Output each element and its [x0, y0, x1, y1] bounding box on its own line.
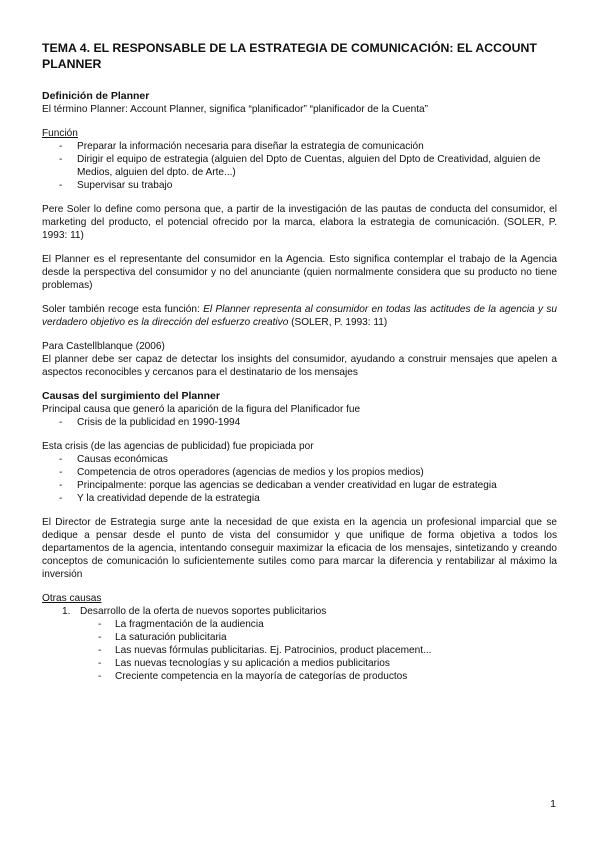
list-item: - Dirigir el equipo de estrategia (alguien del Dpto de Cuentas, alguien del Dpto de Creatividad, alguien de Medios, alguien del dpto. de Arte...) [59, 153, 557, 179]
quote-italic: El Planner representa al consumidor en todas las actitudes de la agencia y su verdadero objetivo es la dirección del esfuerzo creativo [42, 304, 557, 328]
item-text: Desarrollo de la oferta de nuevos soportes publicitarios [80, 606, 327, 617]
list-item: - Principalmente: porque las agencias se dedicaban a vender creatividad en lugar de estrategia [59, 479, 557, 492]
causas-heading: Causas del surgimiento del Planner [42, 390, 220, 402]
soler-paragraph: Pere Soler lo define como persona que, a partir de la investigación de las pautas de conducta del consumidor, el marketing del producto, el potencial ofrecido por la marca, elabora la estrategia de comunicación. (SOLER, P. 1993: 11) [42, 204, 557, 241]
quote-intro: Soler también recoge esta función: [42, 304, 204, 315]
director-paragraph: El Director de Estrategia surge ante la necesidad de que exista en la agencia un profesional imparcial que se dedique a pensar desde el punto de vista del consumidor y que unifique de forma objetiva a todos los departamentos de la agencia, intentando conseguir maximizar la eficacia de los mensajes, sintetizando y creando conceptos de comunicación lo suficientemente sutiles como para marcar la diferencia y rentabilizar al máximo la inversión [42, 517, 557, 580]
list-item: - Preparar la información necesaria para diseñar la estrategia de comunicación [59, 140, 557, 153]
list-item: - Las nuevas tecnologías y su aplicación a medios publicitarios [98, 657, 557, 670]
list-item: - La saturación publicitaria [98, 631, 557, 644]
item-number: 1. [62, 606, 71, 617]
list-item: - Las nuevas fórmulas publicitarias. Ej. Patrocinios, product placement... [98, 644, 557, 657]
list-item: - Y la creatividad depende de la estrategia [59, 492, 557, 505]
crisis-list [42, 453, 557, 505]
funcion-quote-paragraph [42, 303, 557, 329]
otras-list [42, 605, 557, 683]
list-item: - Supervisar su trabajo [59, 179, 557, 192]
otras-heading: Otras causas [42, 593, 102, 604]
castellblanque-line: Para Castellblanque (2006) [42, 341, 165, 352]
causas-list [42, 416, 557, 429]
page-title: TEMA 4. EL RESPONSABLE DE LA ESTRATEGIA DE COMUNICACIÓN: EL ACCOUNT PLANNER [42, 41, 537, 71]
list-item: - Creciente competencia en la mayoría de categorías de productos [98, 670, 557, 683]
castellblanque-paragraph: El planner debe ser capaz de detectar los insights del consumidor, ayudando a construir mensajes que apelen a aspectos reconocibles y cercanos para el destinatario de los mensajes [42, 354, 557, 378]
funcion-list [42, 140, 557, 192]
list-item: - Crisis de la publicidad en 1990-1994 [59, 416, 557, 429]
crisis-intro: Esta crisis (de las agencias de publicidad) fue propiciada por [42, 441, 314, 452]
page-number: 1 [550, 798, 556, 810]
definicion-text: El término Planner: Account Planner, significa “planificador” “planificador de la Cuenta” [42, 104, 429, 115]
causas-intro: Principal causa que generó la aparición de la figura del Planificador fue [42, 404, 361, 415]
list-item: - Competencia de otros operadores (agencias de medios y los propios medios) [59, 466, 557, 479]
quote-citation: (SOLER, P. 1993: 11) [288, 317, 388, 328]
list-item: - La fragmentación de la audiencia [98, 618, 557, 631]
document-page [42, 40, 557, 683]
definicion-heading: Definición de Planner [42, 90, 150, 102]
otras-sublist [80, 618, 557, 683]
funcion-heading: Función [42, 128, 78, 139]
representante-paragraph: El Planner es el representante del consumidor en la Agencia. Esto significa contemplar el trabajo de la Agencia desde la perspectiva del consumidor y no del anunciante (quien normalmente considera que su producto no tiene problemas) [42, 254, 557, 291]
list-item: - Causas económicas [59, 453, 557, 466]
numbered-item [62, 605, 557, 683]
